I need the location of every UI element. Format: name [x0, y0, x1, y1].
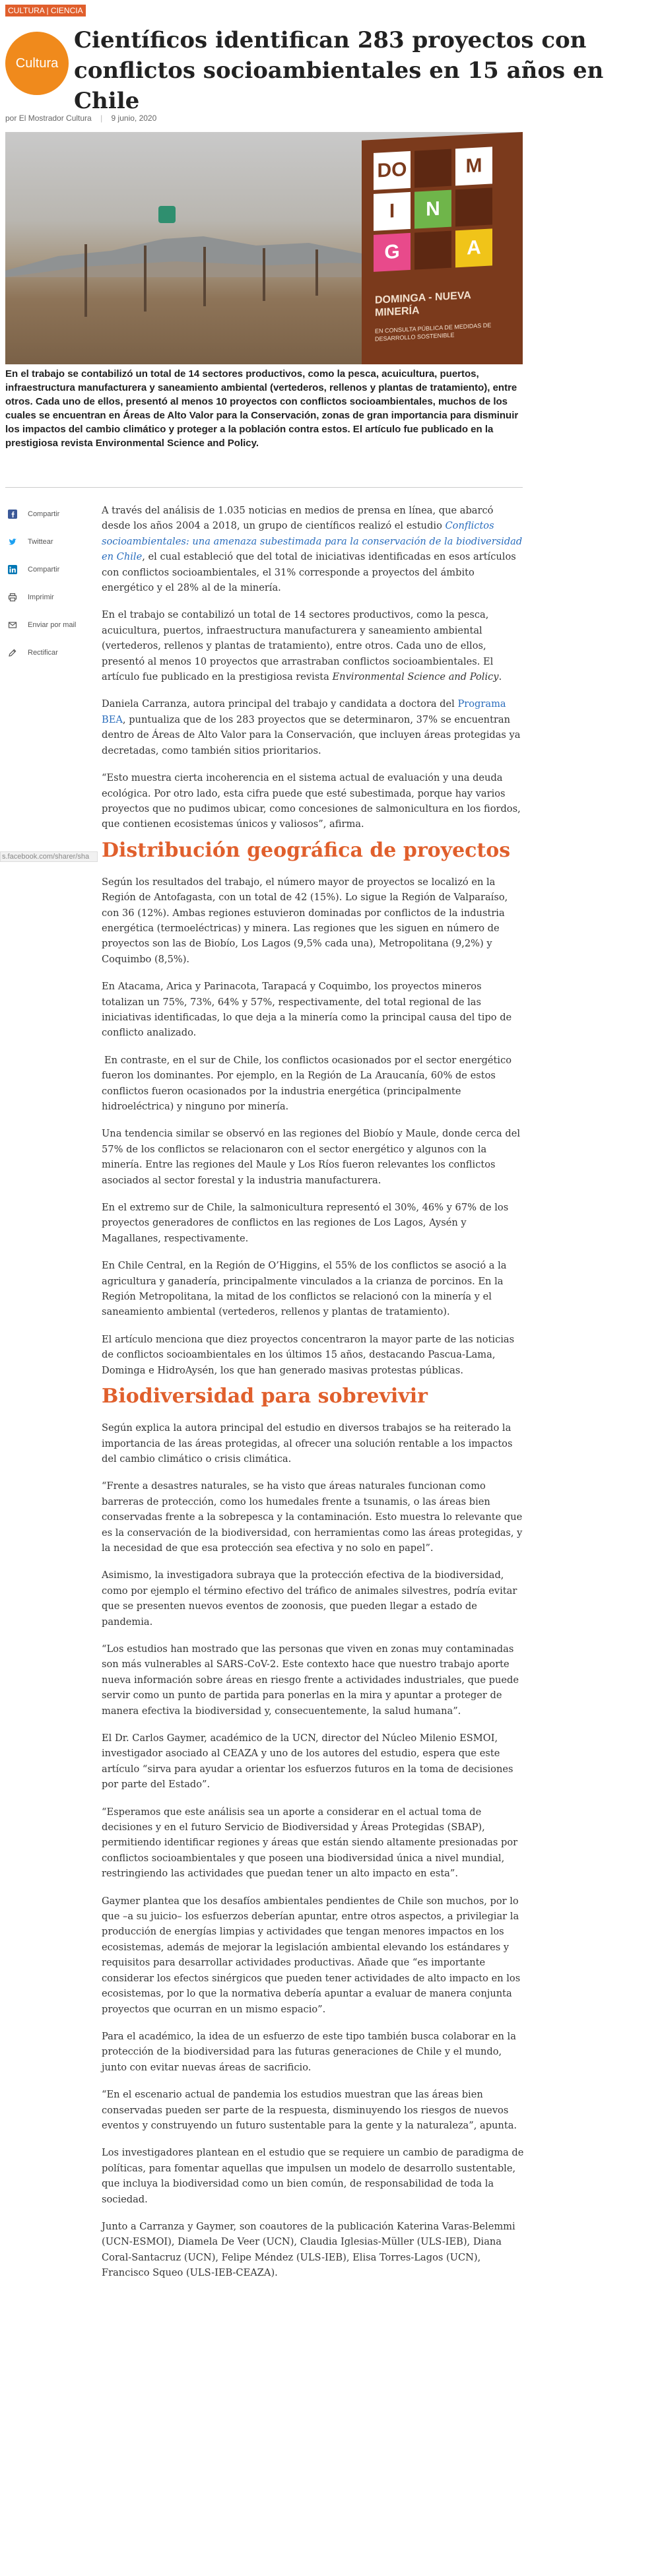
edit-icon — [7, 647, 18, 659]
twitter-icon — [7, 536, 18, 548]
share-sidebar — [0, 500, 98, 667]
paragraph — [102, 696, 524, 758]
sign-letter: I — [374, 192, 411, 231]
paragraph-text: . — [498, 671, 502, 683]
share-label: Compartir — [28, 566, 60, 574]
section-tag[interactable]: CULTURA | CIENCIA — [5, 5, 86, 17]
share-label: Compartir — [28, 510, 60, 518]
sign-slogan: DOMINGA - NUEVA MINERÍA — [375, 290, 471, 319]
divider — [5, 487, 523, 488]
paragraph: En el extremo sur de Chile, la salmonicultura representó el 30%, 46% y 67% de los proyectos generadores de conflictos en las regiones de Los Lagos, Aysén y Magallanes, respectivamente. — [102, 1202, 509, 1244]
dominga-sign — [362, 132, 523, 364]
category-badge[interactable]: Cultura — [5, 32, 69, 95]
paragraph: Junto a Carranza y Gaymer, son coautores de la publicación Katerina Varas-Belemmi (UCN-ESMOI), Diamela De Veer (UCN), Claudia Iglesias-Müller (ULS-IEB), Diana Coral-Santacruz (UCN), Felipe Méndez (ULS-IEB), Elisa Torres-Lagos (UCN), Francisco Squeo (ULS-IEB-CEAZA). — [102, 2220, 515, 2279]
program-bea-link[interactable]: Programa BEA — [102, 698, 506, 725]
facebook-icon — [7, 508, 18, 520]
paragraph: “Esperamos que este análisis sea un aporte a considerar en el actual toma de decisiones y en el futuro Servicio de Biodiversidad y Áreas Protegidas (SBAP), permitiendo identificar regiones y áreas que están siendo altamente presionadas por conflictos socioambientales y que poseen una biodiversidad única a nivel mundial, restringiendo las actividades que puedan tener un alto impacto en esta”. — [102, 1806, 518, 1880]
sign-subtitle: EN CONSULTA PÚBLICA DE MEDIDAS DE DESARROLLO SOSTENIBLE — [375, 321, 492, 343]
paragraph: “En el escenario actual de pandemia los estudios muestran que las áreas bien conservadas pueden ser parte de la respuesta, disminuyendo los riesgos de nuevos eventos y construyendo un futuro sustentable para la gente y la naturaleza”, apunta. — [102, 2089, 517, 2131]
paragraph: En contraste, en el sur de Chile, los conflictos ocasionados por el sector energético fueron los dominantes. Por ejemplo, en la Región de La Araucanía, 60% de estos conflictos fueron ocasionados por la industria energética (principalmente hidroeléctrica) y ninguno por minería. — [102, 1054, 512, 1112]
paragraph: “Esto muestra cierta incoherencia en el sistema actual de evaluación y una deuda ecológica. Por otro lado, esta cifra puede que esté subestimada, porque hay varios proyectos que no pudimos ubicar, como concesiones de salmonicultura en los fiordos, que contienen ecosistemas únicos y valiosos”, afirma. — [102, 772, 521, 830]
email-button[interactable] — [0, 611, 98, 639]
sign-letter — [414, 149, 451, 188]
paragraph: Según los resultados del trabajo, el número mayor de proyectos se localizó en la Región de Antofagasta, con un total de 42 (15%). Lo sigue la Región de Valparaíso, con 36 (12%). Ambas regiones estuvieron dominadas por conflictos de la industria energética (termoeléctricas) y minera. Las regiones que les siguen en número de proyectos son las de Biobío, Los Lagos (9,5% cada una), Metropolitana (9,2%) y Coquimbo (8,5%). — [102, 876, 508, 965]
byline-prefix: por — [5, 114, 17, 123]
fence-post — [203, 247, 206, 306]
share-label: Enviar por mail — [28, 621, 77, 629]
fence-post — [315, 249, 318, 296]
sign-letter: M — [455, 147, 492, 185]
paragraph-text: En el trabajo se contabilizó un total de 14 sectores productivos, como la pesca, acuicultura, puertos, infraestructura manufacturera y saneamiento ambiental (vertederos, rellenos y plantas de tratamiento), entre otros. Cada uno de ellos, presentó al menos 10 proyectos que arrastraban conflictos socioambientales. El artículo fue publicado en la prestigiosa revista — [102, 609, 494, 683]
article-title: Científicos identifican 283 proyectos con conflictos socioambientales en 15 años en Chile — [74, 27, 604, 114]
paragraph: El Dr. Carlos Gaymer, académico de la UCN, director del Núcleo Milenio ESMOI, investigador asociado al CEAZA y uno de los autores del estudio, espera que este artículo “sirva para ayudar a orientar los esfuerzos futuros en la toma de decisiones por parte del Estado”. — [102, 1733, 513, 1791]
paragraph — [102, 503, 524, 595]
byline — [5, 114, 156, 123]
paragraph: En Chile Central, en la Región de O’Higgins, el 55% de los conflictos se asoció a la agricultura y ganadería, principalmente vinculados a la crianza de porcinos. En la Región Metropolitana, la mitad de los conflictos se relacionó con la minería y el saneamiento ambiental (vertederos, rellenos y plantas de tratamiento). — [102, 1260, 507, 1318]
sign-letter — [455, 187, 492, 226]
fence-post — [263, 248, 265, 301]
print-icon — [7, 591, 18, 603]
share-linkedin-button[interactable] — [0, 556, 98, 583]
share-label: Rectificar — [28, 649, 58, 657]
paragraph: Para el académico, la idea de un esfuerzo de este tipo también busca colaborar en la protección de la biodiversidad para las futuras generaciones de Chile y el mundo, junto con evitar nuevas áreas de sacrificio. — [102, 2030, 516, 2073]
study-link-text[interactable]: Conflictos socioambientales: una amenaza subestimada para la conservación de la biodiversidad en Chile — [102, 520, 523, 563]
paragraph: “Frente a desastres naturales, se ha visto que áreas naturales funcionan como barreras de protección, como los humedales frente a tsunamis, o las áreas bien conservadas frente a la sobrepesca y la contaminación. Esto muestra lo relevante que es la conservación de la biodiversidad, con herramientas como las áreas protegidas, y la necesidad de que esa protección sea efectiva y no solo en papel”. — [102, 1480, 523, 1554]
share-label: Imprimir — [28, 593, 54, 601]
paragraph: El artículo menciona que diez proyectos concentraron la mayor parte de las noticias de conflictos socioambientales en los últimos 15 años, destacando Pascua-Lama, Dominga e HidroAysén, los que han generado masivas protestas públicas. — [102, 1333, 515, 1376]
share-label: Twittear — [28, 538, 53, 546]
facebook-share-url[interactable]: s.facebook.com/sharer/sha — [0, 851, 98, 862]
sign-letter — [414, 231, 451, 270]
image-caption: En el trabajo se contabilizó un total de 14 sectores productivos, como la pesca, acuicultura, puertos, infraestructura manufacturera y saneamiento ambiental (vertederos, rellenos y plantas de tratamiento), entre otros. Cada uno de ellos, presentó al menos 10 proyectos con conflictos socioambientales, muchos de los cuales se encuentran en Áreas de Alto Valor para la Conservación, zonas de gran importancia para disminuir los impactos del cambio climático y proteger a la población contra estos. El artículo fue publicado en la prestigiosa revista Environmental Science and Policy. — [5, 368, 519, 449]
linkedin-icon — [7, 564, 18, 576]
paragraph — [102, 607, 524, 684]
paragraph: Los investigadores plantean en el estudio que se requiere un cambio de paradigma de políticas, para fomentar aquellas que impulsen un modelo de desarrollo sustentable, que incluya la biodiversidad como un bien común, de responsabilidad de toda la sociedad. — [102, 2147, 524, 2205]
sign-letter: DO — [374, 151, 411, 190]
paragraph: Asimismo, la investigadora subraya que la protección efectiva de la biodiversidad, como por ejemplo el término efectivo del tráfico de animales silvestres, podría evitar que se presenten nuevos eventos de zoonosis, que pueden llegar a estado de pandemia. — [102, 1569, 517, 1628]
mail-icon — [7, 619, 18, 631]
paragraph: “Los estudios han mostrado que las personas que viven en zonas muy contaminadas son más vulnerables al SARS-CoV-2. Este contexto hace que nuestro trabajo aporte nueva información sobre áreas en riesgo frente a actividades industriales, que puede servir como un punto de partida para ponerlas en la mira y apuntar a proteger de manera efectiva la biodiversidad y, consecuentemente, la salud humana”. — [102, 1643, 519, 1717]
paragraph-text: , puntualiza que de los 283 proyectos que se determinaron, 37% se encuentran dentro de Áreas de Alto Valor para la Conservación, que incluyen áreas protegidas ya decretadas, como también sitios prioritarios. — [102, 713, 521, 756]
byline-separator: | — [100, 114, 103, 123]
paragraph: Una tendencia similar se observó en las regiones del Biobío y Maule, donde cerca del 57% de los conflictos se relacionaron con el sector energético y algunos con la minería. Entre las regiones del Maule y Los Ríos fueron relevantes los conflictos asociados al sector forestal y la industria manufacturera. — [102, 1128, 521, 1186]
fence-post — [144, 246, 147, 312]
hero-image — [5, 132, 523, 364]
paragraph-text: Daniela Carranza, autora principal del trabajo y candidata a doctora del — [102, 698, 458, 710]
sign-letter: G — [374, 233, 411, 272]
rectify-button[interactable] — [0, 639, 98, 667]
byline-author[interactable]: El Mostrador Cultura — [18, 114, 92, 123]
fence-post — [84, 244, 87, 317]
share-twitter-button[interactable] — [0, 528, 98, 556]
paragraph-text: A través del análisis de 1.035 noticias en medios de prensa en línea, que abarcó desde los años 2004 a 2018, un grupo de científicos realizó el estudio — [102, 505, 494, 532]
paragraph-text: , el cual estableció que del total de iniciativas identificadas en esos artículos con conflictos socioambientales, el 31% corresponde a proyectos del ámbito energético y el 28% al de la minería. — [102, 551, 516, 594]
paragraph: Según explica la autora principal del estudio en diversos trabajos se ha reiterado la importancia de las áreas protegidas, al ofrecer una solución rentable a los impactos del cambio climático o crisis climática. — [102, 1422, 513, 1465]
section-heading: Distribución geográfica de proyectos — [102, 838, 511, 862]
section-heading: Biodiversidad para sobrevivir — [102, 1385, 428, 1408]
byline-date: 9 junio, 2020 — [111, 114, 157, 123]
sign-letter: A — [455, 228, 492, 267]
sign-letter: N — [414, 190, 451, 229]
paragraph: Gaymer plantea que los desafíos ambientales pendientes de Chile son muchos, por lo que –a su juicio– los esfuerzos deberían apuntar, entre otros aspectos, a privilegiar la producción de energías limpias y actividades que tengan menores impactos en los ecosistemas, además de mejorar la legislación ambiental elevando los estándares y requisitos para desarrollar actividades productivas. Añade que “es importante considerar los efectos sinérgicos que pueden tener actividades de alto impacto en los ecosistemas, por lo que la normativa debería apuntar a evaluar de manera conjunta proyectos que ocurran en un mismo espacio”. — [102, 1895, 521, 2015]
print-button[interactable] — [0, 583, 98, 611]
paragraph: En Atacama, Arica y Parinacota, Tarapacá y Coquimbo, los proyectos mineros totalizan un 75%, 73%, 64% y 57%, respectivamente, del total regional de las iniciativas identificadas, lo que deja a la minería como la principal causa del tipo de conflicto analizado. — [102, 981, 512, 1039]
article-body — [102, 503, 524, 2293]
article-header — [5, 25, 655, 114]
share-facebook-button[interactable] — [0, 500, 98, 528]
green-object — [158, 206, 176, 223]
sign-letter-grid — [374, 147, 492, 271]
journal-name: Environmental Science and Policy — [332, 671, 499, 683]
